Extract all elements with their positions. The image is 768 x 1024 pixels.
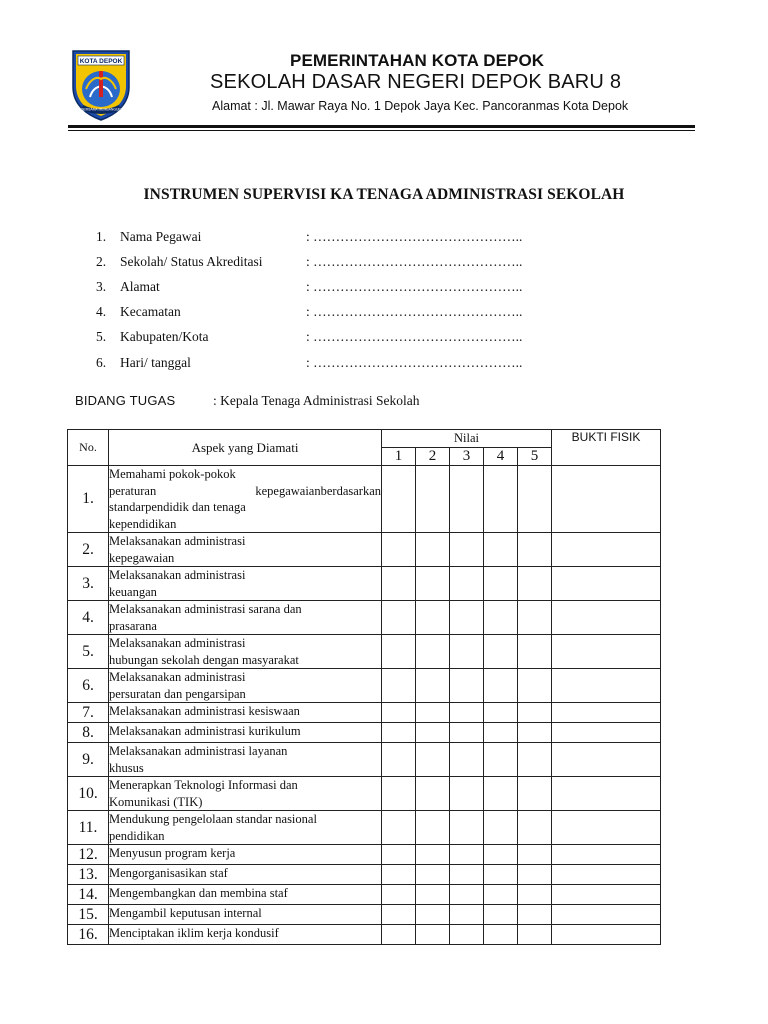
bidang-tugas-label: BIDANG TUGAS — [75, 393, 176, 408]
header-score-1: 1 — [382, 448, 416, 466]
score-cell-4[interactable] — [484, 567, 518, 601]
row-aspek — [109, 743, 382, 777]
table-row — [68, 567, 661, 601]
identity-blank: : ……………………………………….. — [306, 253, 523, 269]
aspek-line: Melaksanakan administrasi — [109, 568, 246, 582]
identity-row — [96, 350, 556, 375]
score-cell-3[interactable] — [450, 669, 484, 703]
aspek-line: Mengembangkan dan membina staf — [109, 886, 288, 900]
header-score-5: 5 — [518, 448, 552, 466]
score-cell-4[interactable] — [484, 669, 518, 703]
score-cell-3[interactable] — [450, 723, 484, 743]
score-cell-2[interactable] — [416, 669, 450, 703]
letterhead-rule-thin — [68, 130, 695, 131]
aspek-line: Melaksanakan administrasi kurikulum — [109, 724, 301, 738]
score-cell-2[interactable] — [416, 743, 450, 777]
identity-row — [96, 249, 556, 274]
score-cell-3[interactable] — [450, 533, 484, 567]
score-cell-4[interactable] — [484, 533, 518, 567]
row-aspek — [109, 567, 382, 601]
identity-number: 5. — [96, 329, 107, 345]
bukti-fisik-cell[interactable] — [552, 669, 661, 703]
row-number: 14. — [68, 885, 109, 905]
header-no: No. — [68, 430, 109, 466]
table-row — [68, 925, 661, 945]
bidang-tugas — [75, 393, 420, 409]
score-cell-2[interactable] — [416, 635, 450, 669]
table-row — [68, 885, 661, 905]
identity-row — [96, 300, 556, 325]
score-cell-5[interactable] — [518, 723, 552, 743]
bukti-fisik-cell[interactable] — [552, 567, 661, 601]
score-cell-1[interactable] — [382, 885, 416, 905]
aspek-line: Mengambil keputusan internal — [109, 906, 262, 920]
bukti-fisik-cell[interactable] — [552, 635, 661, 669]
identity-number: 1. — [96, 228, 107, 244]
aspek-line: Melaksanakan administrasi — [109, 534, 246, 548]
score-cell-2[interactable] — [416, 925, 450, 945]
letterhead-address: Alamat : Jl. Mawar Raya No. 1 Depok Jaya Kec. Pancoranmas Kota Depok — [212, 99, 629, 113]
row-aspek — [109, 703, 382, 723]
row-number: 12. — [68, 845, 109, 865]
score-cell-3[interactable] — [450, 925, 484, 945]
row-aspek — [109, 905, 382, 925]
table-row — [68, 811, 661, 845]
identity-number: 2. — [96, 253, 107, 269]
score-cell-1[interactable] — [382, 743, 416, 777]
aspek-line: Mengorganisasikan staf — [109, 866, 228, 880]
identity-number: 4. — [96, 304, 107, 320]
identity-row — [96, 274, 556, 299]
score-cell-4[interactable] — [484, 743, 518, 777]
table-row — [68, 905, 661, 925]
score-cell-2[interactable] — [416, 865, 450, 885]
aspek-line: prasarana — [109, 618, 157, 633]
aspek-line: peraturan kepegawaianberdasarkan — [109, 483, 381, 498]
row-number: 3. — [68, 567, 109, 601]
aspek-line: keuangan — [109, 584, 157, 599]
score-cell-1[interactable] — [382, 845, 416, 865]
aspek-line: Menciptakan iklim kerja kondusif — [109, 926, 279, 940]
score-cell-5[interactable] — [518, 865, 552, 885]
row-aspek — [109, 777, 382, 811]
score-cell-3[interactable] — [450, 811, 484, 845]
header-bukti-fisik: BUKTI FISIK — [552, 430, 661, 466]
bukti-fisik-cell[interactable] — [552, 811, 661, 845]
score-cell-3[interactable] — [450, 703, 484, 723]
score-cell-3[interactable] — [450, 466, 484, 533]
aspek-line: Menerapkan Teknologi Informasi dan — [109, 778, 298, 792]
identity-blank: : ……………………………………….. — [306, 278, 523, 294]
table-row — [68, 669, 661, 703]
row-number: 6. — [68, 669, 109, 703]
score-cell-3[interactable] — [450, 567, 484, 601]
score-cell-3[interactable] — [450, 601, 484, 635]
score-cell-5[interactable] — [518, 669, 552, 703]
score-cell-2[interactable] — [416, 601, 450, 635]
identity-label: Hari/ tanggal — [120, 354, 191, 370]
score-cell-1[interactable] — [382, 777, 416, 811]
score-cell-5[interactable] — [518, 533, 552, 567]
score-cell-2[interactable] — [416, 533, 450, 567]
identity-label: Alamat — [120, 278, 160, 294]
row-number: 1. — [68, 466, 109, 533]
score-cell-4[interactable] — [484, 811, 518, 845]
bukti-fisik-cell[interactable] — [552, 905, 661, 925]
letterhead-rule-thick — [68, 125, 695, 128]
identity-number: 6. — [96, 354, 107, 370]
table-row — [68, 723, 661, 743]
score-cell-4[interactable] — [484, 466, 518, 533]
row-number: 15. — [68, 905, 109, 925]
table-row — [68, 601, 661, 635]
aspek-line: Melaksanakan administrasi — [109, 670, 246, 684]
score-cell-4[interactable] — [484, 925, 518, 945]
score-cell-3[interactable] — [450, 743, 484, 777]
identity-label: Sekolah/ Status Akreditasi — [120, 253, 263, 269]
table-row — [68, 743, 661, 777]
row-aspek — [109, 865, 382, 885]
score-cell-1[interactable] — [382, 865, 416, 885]
score-cell-5[interactable] — [518, 811, 552, 845]
row-aspek — [109, 885, 382, 905]
bukti-fisik-cell[interactable] — [552, 865, 661, 885]
aspek-line: Melaksanakan administrasi — [109, 636, 246, 650]
score-cell-1[interactable] — [382, 669, 416, 703]
assessment-table — [67, 429, 661, 945]
row-number: 10. — [68, 777, 109, 811]
identity-row — [96, 224, 556, 249]
score-cell-2[interactable] — [416, 723, 450, 743]
header-score-4: 4 — [484, 448, 518, 466]
aspek-line: Memahami pokok-pokok — [109, 467, 236, 481]
aspek-line: standarpendidik dan tenaga — [109, 500, 246, 514]
row-number: 8. — [68, 723, 109, 743]
score-cell-1[interactable] — [382, 635, 416, 669]
row-aspek — [109, 601, 382, 635]
score-cell-3[interactable] — [450, 635, 484, 669]
header-score-3: 3 — [450, 448, 484, 466]
logo-text-bottom: BERSAMA MEMBANGUN — [81, 107, 121, 112]
score-cell-5[interactable] — [518, 466, 552, 533]
bukti-fisik-cell[interactable] — [552, 723, 661, 743]
row-aspek — [109, 925, 382, 945]
score-cell-5[interactable] — [518, 635, 552, 669]
score-cell-3[interactable] — [450, 777, 484, 811]
score-cell-3[interactable] — [450, 905, 484, 925]
score-cell-5[interactable] — [518, 601, 552, 635]
score-cell-2[interactable] — [416, 905, 450, 925]
score-cell-4[interactable] — [484, 777, 518, 811]
row-number: 16. — [68, 925, 109, 945]
score-cell-3[interactable] — [450, 845, 484, 865]
table-row — [68, 845, 661, 865]
bukti-fisik-cell[interactable] — [552, 925, 661, 945]
table-row — [68, 865, 661, 885]
table-row — [68, 466, 661, 533]
bukti-fisik-cell[interactable] — [552, 845, 661, 865]
bukti-fisik-cell[interactable] — [552, 601, 661, 635]
letterhead-school-name: SEKOLAH DASAR NEGERI DEPOK BARU 8 — [210, 71, 622, 93]
score-cell-5[interactable] — [518, 703, 552, 723]
identity-list — [96, 224, 556, 375]
aspek-line: Melaksanakan administrasi layanan — [109, 744, 288, 758]
logo-text-top: KOTA DEPOK — [79, 58, 123, 65]
score-cell-5[interactable] — [518, 905, 552, 925]
score-cell-4[interactable] — [484, 703, 518, 723]
score-cell-2[interactable] — [416, 703, 450, 723]
row-aspek — [109, 635, 382, 669]
row-aspek — [109, 466, 382, 533]
identity-label: Kecamatan — [120, 304, 181, 320]
score-cell-5[interactable] — [518, 885, 552, 905]
aspek-line: persuratan dan pengarsipan — [109, 686, 246, 701]
header-nilai: Nilai — [382, 430, 552, 448]
score-cell-5[interactable] — [518, 567, 552, 601]
score-cell-2[interactable] — [416, 885, 450, 905]
identity-label: Nama Pegawai — [120, 228, 202, 244]
table-row — [68, 777, 661, 811]
identity-blank: : ……………………………………….. — [306, 228, 523, 244]
document-title: INSTRUMEN SUPERVISI KA TENAGA ADMINISTRASI SEKOLAH — [143, 186, 625, 203]
score-cell-4[interactable] — [484, 845, 518, 865]
identity-blank: : ……………………………………….. — [306, 329, 523, 345]
score-cell-4[interactable] — [484, 723, 518, 743]
score-cell-5[interactable] — [518, 925, 552, 945]
aspek-line: hubungan sekolah dengan masyarakat — [109, 652, 299, 667]
header-score-2: 2 — [416, 448, 450, 466]
score-cell-2[interactable] — [416, 567, 450, 601]
score-cell-4[interactable] — [484, 865, 518, 885]
score-cell-1[interactable] — [382, 466, 416, 533]
row-number: 9. — [68, 743, 109, 777]
aspek-line: Menyusun program kerja — [109, 846, 236, 860]
score-cell-2[interactable] — [416, 777, 450, 811]
identity-number: 3. — [96, 278, 107, 294]
bukti-fisik-cell[interactable] — [552, 466, 661, 533]
score-cell-5[interactable] — [518, 845, 552, 865]
identity-blank: : ……………………………………….. — [306, 304, 523, 320]
bidang-tugas-value: : Kepala Tenaga Administrasi Sekolah — [213, 393, 420, 408]
bukti-fisik-cell[interactable] — [552, 743, 661, 777]
score-cell-5[interactable] — [518, 743, 552, 777]
identity-blank: : ……………………………………….. — [306, 354, 523, 370]
score-cell-4[interactable] — [484, 635, 518, 669]
aspek-line: pendidikan — [109, 828, 165, 843]
score-cell-4[interactable] — [484, 885, 518, 905]
score-cell-4[interactable] — [484, 601, 518, 635]
row-number: 13. — [68, 865, 109, 885]
score-cell-1[interactable] — [382, 925, 416, 945]
row-number: 5. — [68, 635, 109, 669]
table-row — [68, 533, 661, 567]
header-aspek: Aspek yang Diamati — [109, 430, 382, 466]
bukti-fisik-cell[interactable] — [552, 533, 661, 567]
bukti-fisik-cell[interactable] — [552, 703, 661, 723]
score-cell-5[interactable] — [518, 777, 552, 811]
aspek-line: Melaksanakan administrasi sarana dan — [109, 602, 302, 616]
row-number: 4. — [68, 601, 109, 635]
aspek-line: Mendukung pengelolaan standar nasional — [109, 812, 317, 826]
score-cell-4[interactable] — [484, 905, 518, 925]
row-aspek — [109, 811, 382, 845]
identity-label: Kabupaten/Kota — [120, 329, 209, 345]
bukti-fisik-cell[interactable] — [552, 777, 661, 811]
letterhead-government: PEMERINTAHAN KOTA DEPOK — [290, 51, 545, 70]
score-cell-2[interactable] — [416, 811, 450, 845]
table-row — [68, 635, 661, 669]
aspek-line: khusus — [109, 760, 144, 775]
aspek-line: Melaksanakan administrasi kesiswaan — [109, 704, 300, 718]
row-number: 11. — [68, 811, 109, 845]
score-cell-3[interactable] — [450, 885, 484, 905]
aspek-line: kependidikan — [109, 516, 177, 531]
score-cell-1[interactable] — [382, 601, 416, 635]
row-aspek — [109, 533, 382, 567]
score-cell-1[interactable] — [382, 905, 416, 925]
bukti-fisik-cell[interactable] — [552, 885, 661, 905]
row-aspek — [109, 845, 382, 865]
row-number: 7. — [68, 703, 109, 723]
row-aspek — [109, 669, 382, 703]
row-aspek — [109, 723, 382, 743]
aspek-line: kepegawaian — [109, 550, 175, 565]
score-cell-1[interactable] — [382, 811, 416, 845]
kota-depok-logo — [70, 49, 132, 121]
row-number: 2. — [68, 533, 109, 567]
score-cell-1[interactable] — [382, 567, 416, 601]
score-cell-1[interactable] — [382, 533, 416, 567]
aspek-line: Komunikasi (TIK) — [109, 794, 203, 809]
table-row — [68, 703, 661, 723]
score-cell-1[interactable] — [382, 723, 416, 743]
score-cell-2[interactable] — [416, 466, 450, 533]
score-cell-2[interactable] — [416, 845, 450, 865]
score-cell-1[interactable] — [382, 703, 416, 723]
identity-row — [96, 325, 556, 350]
score-cell-3[interactable] — [450, 865, 484, 885]
